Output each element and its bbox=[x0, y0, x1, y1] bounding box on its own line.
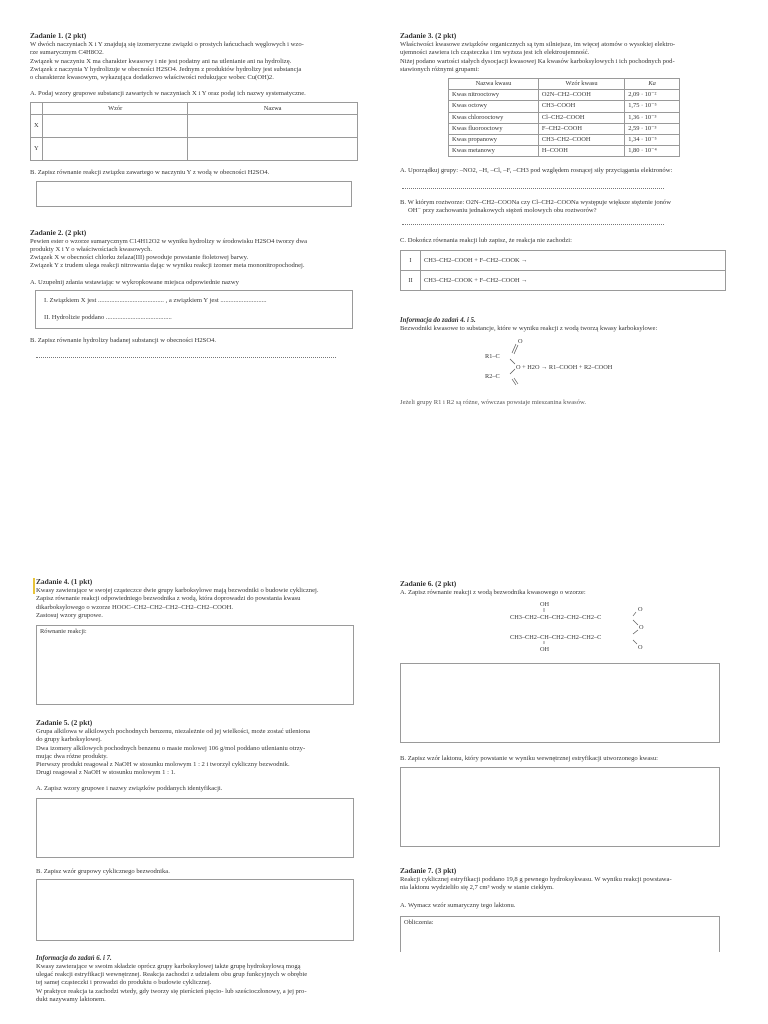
info-6-7 bbox=[36, 955, 362, 1004]
task-2-line: Związek X w obecności chlorku żelaza(III) powoduje powstanie fioletowej barwy. bbox=[30, 254, 249, 262]
task-2-a-box bbox=[35, 290, 353, 329]
chain-bottom: CH3–CH2–CH–CH2–CH2–CH2–C bbox=[510, 634, 602, 642]
task-5-line: mując dwa różne produkty. bbox=[36, 752, 108, 760]
table-header-formula: Wzór bbox=[43, 103, 188, 115]
task-5-line: Pierwszy produkt reagował z NaOH w stosunku molowym 1 : 2 i tworzył cykliczny bezwodnik. bbox=[36, 761, 290, 769]
task-3-c-prompt: C. Dokończ równania reakcji lub zapisz, że reakcja nie zachodzi: bbox=[400, 237, 572, 245]
answer-cell-x-name[interactable] bbox=[188, 115, 358, 138]
task-2-line: Związek Y z trudem ulega reakcji nitrowania dając w wyniku reakcji izomer meta mononitropochodnej. bbox=[30, 262, 305, 270]
task-6-a-prompt: A. Zapisz równanie reakcji z wodą bezwodnika kwasowego o wzorze: bbox=[400, 589, 586, 597]
task-3 bbox=[400, 32, 735, 291]
hydroxyl-label-bottom: OH bbox=[540, 646, 550, 652]
row-label-y: Y bbox=[31, 138, 43, 161]
task-6-a-answer-box[interactable] bbox=[400, 663, 720, 743]
task-1-a-prompt: A. Podaj wzory grupowe substancji zawartych w naczyniach X i Y oraz podaj ich nazwy systematyczne. bbox=[30, 90, 306, 98]
task-4-line: Zapisz równanie reakcji odpowiedniego bezwodnika z wodą, która doprowadzi do powstania kwasu bbox=[36, 595, 301, 603]
carbonyl-oxygen-bottom: O bbox=[638, 644, 643, 652]
carbonyl-oxygen-1: O bbox=[518, 337, 523, 345]
acid-name: Kwas metanowy bbox=[449, 146, 539, 157]
acid-ka: 1,75 · 10⁻⁵ bbox=[625, 101, 680, 112]
task-2-sentence-1[interactable]: I. Związkiem X jest ........................................ , a związkiem Y jest ............................ bbox=[44, 296, 267, 304]
table-row bbox=[449, 112, 680, 123]
acid-ka: 2,59 · 10⁻³ bbox=[625, 123, 680, 134]
answer-cell-y-name[interactable] bbox=[188, 138, 358, 161]
task-2-b-prompt: B. Zapisz równanie hydrolizy badanej substancji w obecności H2SO4. bbox=[30, 337, 217, 345]
info-6-7-line: tej samej cząsteczki i prowadzi do produktu o budowie cyklicznej. bbox=[36, 979, 212, 987]
task-5-line: do grupy karboksylowej. bbox=[36, 736, 102, 744]
r2-acyl-group: R2–C bbox=[485, 372, 500, 380]
info-6-7-line: dukt nazywamy laktonem. bbox=[36, 995, 106, 1003]
acid-table-header-name: Nazwa kwasu bbox=[449, 79, 539, 90]
page-bottom-left bbox=[36, 578, 362, 1004]
reaction-equation[interactable]: CH3–CH2–COOK + F–CH2–COOH → bbox=[421, 271, 726, 291]
task-4-line: dikarboksylowego o wzorze HOOC–CH2–CH2–CH2–CH2–CH2–COOH. bbox=[36, 603, 234, 611]
task-3-a-answer-line[interactable] bbox=[402, 179, 664, 189]
chain-top: CH3–CH2–CH–CH2–CH2–CH2–C bbox=[510, 614, 602, 622]
task-1-line: Związek z naczynia Y hydrolizuje w obecności H2SO4. Jednym z produktów hydrolizy jest substancja bbox=[30, 65, 302, 73]
task-5 bbox=[36, 719, 362, 941]
task-3-b-answer-line[interactable] bbox=[402, 215, 664, 225]
info-6-7-line: Kwasy zawierające w swoim składzie oprócz grupy karboksylowej także grupę hydroksylową mogą bbox=[36, 963, 301, 971]
acid-formula: O2N–CH2–COOH bbox=[538, 90, 624, 101]
reaction-number: II bbox=[401, 271, 421, 291]
info-4-5 bbox=[400, 317, 735, 407]
task-1-title: Zadanie 1. (2 pkt) bbox=[30, 31, 87, 40]
table-row bbox=[449, 123, 680, 134]
task-3-line: ujemności zawiera ich cząsteczka i im wyższa jest ich elektroujemność. bbox=[400, 49, 590, 57]
info-6-7-line: ulegać reakcji estryfikacji wewnętrznej. Reakcja zachodzi z udziałem obu grup funkcyjnych w obrębie bbox=[36, 971, 308, 979]
task-4-answer-box[interactable] bbox=[36, 625, 354, 705]
task-7-line: nia laktonu wydzieliło się 2,7 cm³ wody w stanie ciekłym. bbox=[400, 884, 554, 892]
task-1-line: Związek w naczyniu X ma charakter kwasowy i nie jest podatny ani na utlenianie ani na hydrolizę. bbox=[30, 57, 292, 65]
task-2-line: Pewien ester o wzorze sumarycznym C14H12O2 w wyniku hydrolizy w środowisku H2SO4 tworzy dwa bbox=[30, 237, 308, 245]
table-row bbox=[449, 90, 680, 101]
task-6-b-prompt: B. Zapisz wzór laktonu, który powstanie w wyniku wewnętrznej estryfikacji utworzonego kwasu: bbox=[400, 754, 659, 762]
table-row bbox=[449, 101, 680, 112]
task-1-b-prompt: B. Zapisz równanie reakcji związku zawartego w naczyniu Y z wodą w obecności H2SO4. bbox=[30, 169, 270, 177]
task-3-line: stawionych różnymi grupami: bbox=[400, 65, 480, 73]
task-2-a-prompt: A. Uzupełnij zdania wstawiając w wykropkowane miejsca odpowiednie nazwy bbox=[30, 278, 239, 286]
task-5-line: Dwa izomery alkilowych pochodnych benzenu o masie molowej 106 g/mol poddano utlenianiu otrzy- bbox=[36, 744, 306, 752]
acid-ka: 1,36 · 10⁻³ bbox=[625, 112, 680, 123]
task-7-a-prompt: A. Wymacz wzór sumaryczny tego laktonu. bbox=[400, 902, 516, 910]
task-4 bbox=[36, 578, 362, 705]
acid-name: Kwas octowy bbox=[449, 101, 539, 112]
acid-formula: F–CH2–COOH bbox=[538, 123, 624, 134]
acid-constants-table bbox=[448, 78, 680, 157]
task-5-a-prompt: A. Zapisz wzory grupowe i nazwy związków poddanych identyfikacji. bbox=[36, 785, 223, 793]
task-3-b-prompt-cont: OH⁻ przy zachowaniu jednakowych stężeń molowych obu roztworów? bbox=[408, 206, 597, 214]
acid-formula: CH3–COOH bbox=[538, 101, 624, 112]
task-1-line: W dwóch naczyniach X i Y znajdują się izomeryczne związki o prostych łańcuchach węglowych i wzo- bbox=[30, 41, 304, 49]
task-3-a-prompt: A. Uporządkuj grupy: –NO2, –H, –Cl, –F, –CH3 pod względem rosnącej siły przyciągania elektronów: bbox=[400, 167, 673, 175]
task-5-b-prompt: B. Zapisz wzór grupowy cyklicznego bezwodnika. bbox=[36, 867, 170, 875]
acid-table-header-ka: Ka bbox=[625, 79, 680, 90]
bridge-oxygen: O bbox=[639, 624, 644, 632]
task-4-line: Zastosuj wzory grupowe. bbox=[36, 611, 103, 619]
info-6-7-title: Informacja do zadań 6. i 7. bbox=[36, 954, 112, 962]
task-7 bbox=[400, 867, 730, 952]
task-6-b-answer-box[interactable] bbox=[400, 767, 720, 847]
acid-formula: Cl–CH2–COOH bbox=[538, 112, 624, 123]
task-1-line: rze sumarycznym C4H8O2. bbox=[30, 49, 104, 57]
task-6-title: Zadanie 6. (2 pkt) bbox=[400, 579, 457, 588]
table-row bbox=[449, 135, 680, 146]
acid-ka: 2,09 · 10⁻² bbox=[625, 90, 680, 101]
task-4-box-label: Równanie reakcji: bbox=[40, 628, 87, 636]
acid-ka: 1,34 · 10⁻⁵ bbox=[625, 135, 680, 146]
reaction-number: I bbox=[401, 251, 421, 271]
table-row bbox=[449, 146, 680, 157]
anhydride-hydrolysis-equation bbox=[480, 338, 710, 386]
info-6-7-line: W praktyce reakcja ta zachodzi wtedy, gdy tworzy się pierścień pięcio- lub sześcioczłonowy, a jej pro- bbox=[36, 987, 307, 995]
task-5-title: Zadanie 5. (2 pkt) bbox=[36, 718, 93, 728]
task-3-title: Zadanie 3. (2 pkt) bbox=[400, 31, 457, 40]
hydroxyl-label-top: OH bbox=[540, 601, 550, 609]
task-2-sentence-2[interactable]: II. Hydrolizie poddano ........................................ bbox=[44, 314, 172, 322]
anhydride-structure bbox=[510, 599, 710, 651]
highlight-marker bbox=[33, 578, 35, 594]
task-6 bbox=[400, 580, 730, 847]
table-header-name: Nazwa bbox=[188, 103, 358, 115]
task-3-line: Właściwości kwasowe związków organicznych są tym silniejsze, im więcej atomów o wysokiej elektro- bbox=[400, 41, 676, 49]
page-bottom-right bbox=[400, 580, 730, 952]
task-2-title: Zadanie 2. (2 pkt) bbox=[30, 227, 87, 237]
task-7-line: Reakcji cyklicznej estryfikacji poddano 19,8 g pewnego hydroksykwasu. W wyniku reakcji powstawa- bbox=[400, 876, 672, 884]
task-1 bbox=[30, 32, 360, 207]
task-5-a-answer-box[interactable] bbox=[36, 798, 354, 858]
task-4-line: Kwasy zawierające w swojej cząsteczce dwie grupy karboksylowe mają bezwodniki o budowie cyklicznej. bbox=[36, 587, 319, 595]
task-2 bbox=[30, 229, 360, 359]
task-3-line: Niżej podano wartości stałych dysocjacji kwasowej Ka kwasów karboksylowych i ich pochodnych pod- bbox=[400, 57, 675, 65]
acid-name: Kwas fluorooctowy bbox=[449, 123, 539, 134]
acid-formula: H–COOH bbox=[538, 146, 624, 157]
acid-formula: CH3–CH2–COOH bbox=[538, 135, 624, 146]
task-3-b-prompt: B. W którym roztworze: O2N–CH2–COONa czy Cl–CH2–COONa występuje większe stężenie jonów bbox=[400, 198, 671, 206]
acid-name: Kwas propanowy bbox=[449, 135, 539, 146]
acid-table-header-formula: Wzór kwasu bbox=[538, 79, 624, 90]
carbonyl-oxygen-top: O bbox=[638, 606, 643, 614]
acid-name: Kwas chlorooctowy bbox=[449, 112, 539, 123]
table-header-corner bbox=[31, 103, 43, 115]
row-label-x: X bbox=[31, 115, 43, 138]
info-4-5-title: Informacja do zadań 4. i 5. bbox=[400, 317, 476, 325]
task-5-line: Grupa alkilowa w alkilowych pochodnych benzenu, niezależnie od jej wielkości, może zostać utleniona bbox=[36, 728, 310, 736]
task-2-line: produkty X i Y o właściwościach kwasowych. bbox=[30, 246, 153, 254]
anhydride-equation-text: O + H2O → R1–COOH + R2–COOH bbox=[516, 363, 613, 371]
info-4-5-text: Bezwodniki kwasowe to substancje, które w wyniku reakcji z wodą tworzą kwasy karboksylowe: bbox=[400, 325, 658, 333]
acid-ka: 1,80 · 10⁻⁴ bbox=[625, 146, 680, 157]
task-4-title: Zadanie 4. (1 pkt) bbox=[36, 577, 93, 586]
task-2-b-answer-line[interactable] bbox=[36, 348, 336, 358]
info-4-5-note: Jeżeli grupy R1 i R2 są różne, wówczas powstaje mieszanina kwasów. bbox=[400, 398, 586, 406]
task-5-b-answer-box[interactable] bbox=[36, 879, 354, 941]
r1-acyl-group: R1–C bbox=[485, 352, 500, 360]
task-5-line: Drugi reagował z NaOH w stosunku molowym 1 : 1. bbox=[36, 769, 176, 777]
task-1-answer-table bbox=[30, 102, 358, 161]
task-7-title: Zadanie 7. (3 pkt) bbox=[400, 865, 457, 875]
acid-name: Kwas nitrooctowy bbox=[449, 90, 539, 101]
page-top-left bbox=[30, 32, 360, 358]
reactions-table bbox=[400, 250, 726, 291]
answer-cell-x-formula[interactable] bbox=[43, 115, 188, 138]
task-7-calculation-box[interactable] bbox=[400, 916, 720, 952]
task-1-b-answer-box[interactable] bbox=[36, 181, 352, 207]
task-7-box-label: Obliczenia: bbox=[404, 918, 434, 926]
reaction-equation[interactable]: CH3–CH2–COOH + F–CH2–COOK → bbox=[421, 251, 726, 271]
answer-cell-y-formula[interactable] bbox=[43, 138, 188, 161]
page-top-right bbox=[400, 32, 735, 407]
task-1-line: o charakterze kwasowym, wykazująca dodatkowo właściwości redukujące wobec Cu(OH)2. bbox=[30, 74, 274, 82]
